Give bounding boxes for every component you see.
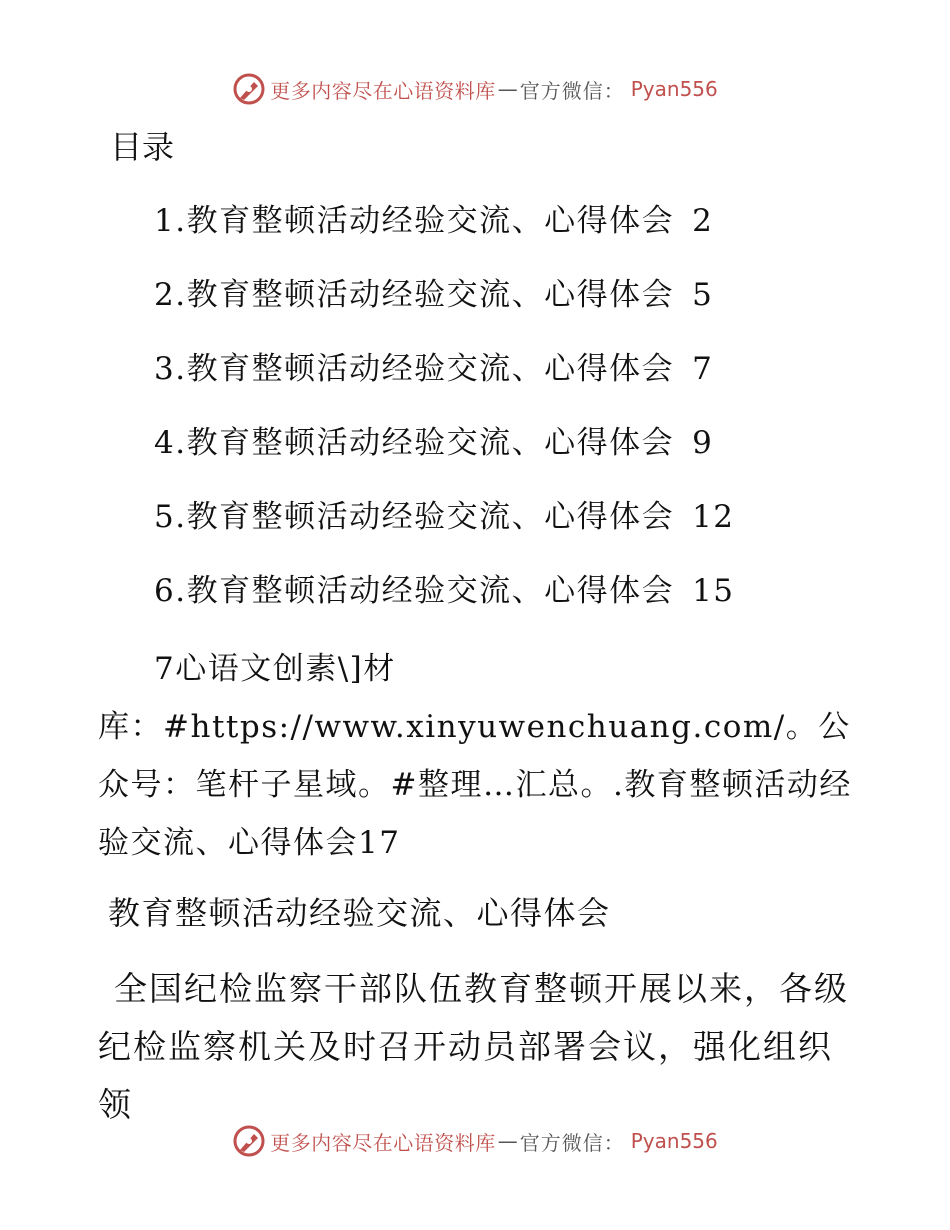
toc-list	[154, 196, 735, 640]
toc-item-text: 教育整顿活动经验交流、心得体会	[186, 425, 675, 461]
toc-item-page: 12	[692, 499, 735, 535]
toc-item-text: 教育整顿活动经验交流、心得体会	[186, 203, 675, 239]
toc-item[interactable]	[154, 418, 735, 492]
toc-item-text: 教育整顿活动经验交流、心得体会	[186, 499, 675, 535]
header-watermark	[0, 72, 950, 106]
toc-item-number: 6.	[154, 573, 187, 609]
toc-item-page: 15	[692, 573, 735, 609]
watermark-label: 官方微信：	[519, 78, 625, 103]
watermark-text: 更多内容尽在心语资料库	[270, 1130, 496, 1155]
toc-item[interactable]	[154, 196, 735, 270]
footer-watermark	[0, 1124, 950, 1158]
toc-item[interactable]	[154, 344, 735, 418]
toc-item-number: 3.	[154, 351, 187, 387]
toc-title: 目录	[110, 128, 175, 166]
toc-item[interactable]	[154, 566, 735, 640]
watermark-wechat-id: Pyan556	[630, 1129, 718, 1153]
toc-item-text: 教育整顿活动经验交流、心得体会	[186, 573, 675, 609]
watermark-text: 更多内容尽在心语资料库	[270, 78, 496, 103]
watermark-separator: —	[497, 77, 518, 101]
toc-item-number: 5.	[154, 499, 187, 535]
toc-item-page: 2	[692, 203, 714, 239]
toc-item-page: 9	[692, 425, 714, 461]
toc-item[interactable]	[154, 270, 735, 344]
toc-item-page: 5	[692, 277, 714, 313]
paragraph-rest: 纪检监察机关及时召开动员部署会议，强化组织领	[98, 1027, 833, 1124]
pen-logo-icon	[232, 72, 266, 106]
toc-item-text: 教育整顿活动经验交流、心得体会	[186, 277, 675, 313]
toc-item-number: 4.	[154, 425, 187, 461]
watermark-wechat-id: Pyan556	[630, 77, 718, 101]
watermark-separator: —	[497, 1129, 518, 1153]
toc-item-page: 7	[692, 351, 714, 387]
watermark-label: 官方微信：	[519, 1130, 625, 1155]
body-paragraph	[98, 960, 858, 1134]
toc-item[interactable]	[154, 492, 735, 566]
toc-item-7-rest: 库：#https://www.xinyuwenchuang.com/。公众号：笔杆子星域。#整理…汇总。.教育整顿活动经验交流、心得体会17	[98, 709, 852, 861]
toc-item-number: 2.	[154, 277, 187, 313]
toc-item-text: 教育整顿活动经验交流、心得体会	[186, 351, 675, 387]
toc-item-number: 1.	[154, 203, 187, 239]
section-heading: 教育整顿活动经验交流、心得体会	[108, 894, 611, 932]
toc-item-7-line1: 7心语文创素\]材	[154, 651, 396, 687]
toc-item-7[interactable]	[98, 640, 858, 872]
pen-logo-icon	[232, 1124, 266, 1158]
paragraph-line1: 全国纪检监察干部队伍教育整顿开展以来，各级	[114, 969, 849, 1008]
